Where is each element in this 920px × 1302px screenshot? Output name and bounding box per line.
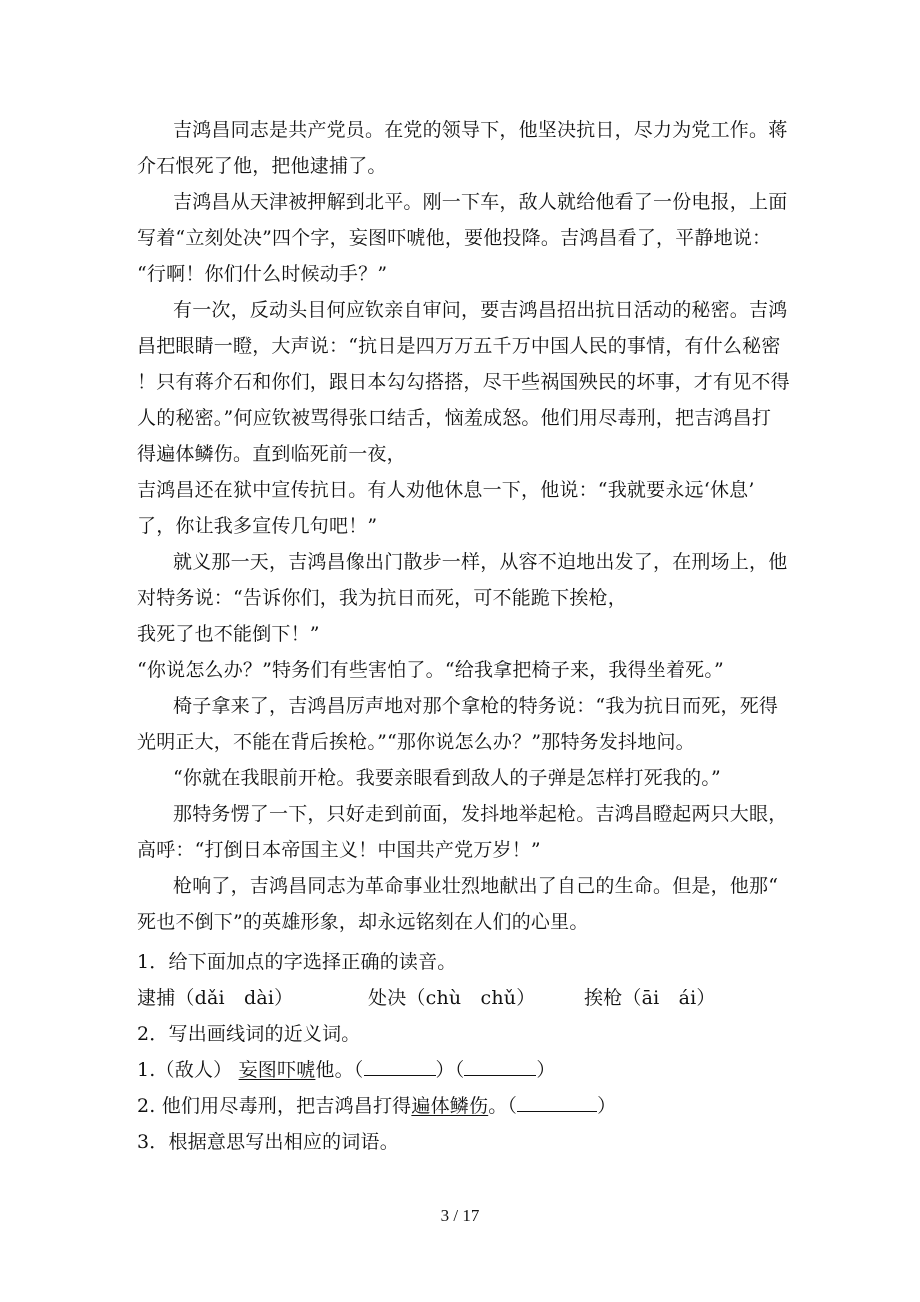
question-2-title: 2．写出画线词的近义词。 [137,1023,361,1045]
passage-line: 光明正大，不能在背后挨枪。”“那你说怎么办？”那特务发抖地问。 [137,731,695,753]
passage-line: 我死了也不能倒下！” [137,623,320,645]
passage-line: 吉鸿昌从天津被押解到北平。刚一下车，敌人就给他看了一份电报，上面 [173,191,788,213]
question-3-title: 3．根据意思写出相应的词语。 [137,1131,399,1153]
answer-blank[interactable] [517,1094,597,1112]
passage-line: “你说怎么办？”特务们有些害怕了。“给我拿把椅子来，我得坐着死。” [137,659,724,681]
q2-item-1-end: ） [536,1059,556,1081]
q2-item-2-prefix: 2. 他们用尽毒刑，把吉鸿昌打得 [137,1095,412,1117]
question-1-title: 1．给下面加点的字选择正确的读音。 [137,951,457,973]
passage-line: 枪响了，吉鸿昌同志为革命事业壮烈地献出了自己的生命。但是，他那“ [173,875,779,897]
passage-line: 了，你让我多宣传几句吧！” [137,515,378,537]
q2-item-2-underlined-word: 遍体鳞伤 [411,1095,489,1117]
q2-item-2 [137,1094,777,1118]
q2-item-2-suffix: 。（ [488,1095,518,1117]
passage-line: 就义那一天，吉鸿昌像出门散步一样，从容不迫地出发了，在刑场上，他 [173,551,788,573]
q2-item-1-underlined-word: 妄图吓唬 [238,1059,316,1081]
passage-line: 介石恨死了他，把他逮捕了。 [137,155,387,177]
passage-line: 死也不倒下”的英雄形象，却永远铭刻在人们的心里。 [137,911,589,933]
passage-line: 得遍体鳞伤。直到临死前一夜， [137,443,406,465]
passage-line: 对特务说：“告诉你们，我为抗日而死，可不能跪下挨枪， [137,587,627,609]
passage-line: 吉鸿昌还在狱中宣传抗日。有人劝他休息一下，他说：“我就要永远‘休息’ [137,479,755,501]
q2-item-1-mid: ）（ [435,1059,465,1081]
passage-line: 吉鸿昌同志是共产党员。在党的领导下，他坚决抗日，尽力为党工作。蒋 [173,119,788,141]
q1-option-1: 逮捕（dǎi dài） [137,987,294,1009]
passage-line: 高呼：“打倒日本帝国主义！中国共产党万岁！” [137,839,541,861]
passage-line: 昌把眼睛一瞪，大声说：“抗日是四万万五千万中国人民的事情，有什么秘密 [137,335,781,357]
passage-line: 那特务愣了一下，只好走到前面，发抖地举起枪。吉鸿昌瞪起两只大眼， [173,803,788,825]
passage-line: “你就在我眼前开枪。我要亲眼看到敌人的子弹是怎样打死我的。” [173,767,721,789]
q2-item-1 [137,1058,777,1082]
passage-line: 写着“立刻处决”四个字，妄图吓唬他，要他投降。吉鸿昌看了，平静地说： [137,227,772,249]
q2-item-1-prefix: 1.（敌人） [137,1059,233,1081]
answer-blank[interactable] [464,1058,536,1076]
q2-item-2-end: ） [597,1095,617,1117]
passage-line: 有一次，反动头目何应钦亲自审问，要吉鸿昌招出抗日活动的秘密。吉鸿 [173,299,788,321]
passage-line: 人的秘密。”何应钦被骂得张口结舌，恼羞成怒。他们用尽毒刑，把吉鸿昌打 [137,407,772,429]
page-number: 3 / 17 [440,1206,480,1225]
answer-blank[interactable] [364,1058,436,1076]
passage-line: ！只有蒋介石和你们，跟日本勾勾搭搭，尽干些祸国殃民的坏事，才有见不得 [137,371,790,393]
q1-option-3: 挨枪（āi ái） [584,987,716,1009]
q2-item-1-suffix: 他。（ [315,1059,364,1081]
passage-line: 椅子拿来了，吉鸿昌厉声地对那个拿枪的特务说：“我为抗日而死，死得 [173,695,779,717]
q1-option-2: 处决（chù chǔ） [368,987,536,1009]
passage-line: “行啊！你们什么时候动手？” [137,263,388,285]
